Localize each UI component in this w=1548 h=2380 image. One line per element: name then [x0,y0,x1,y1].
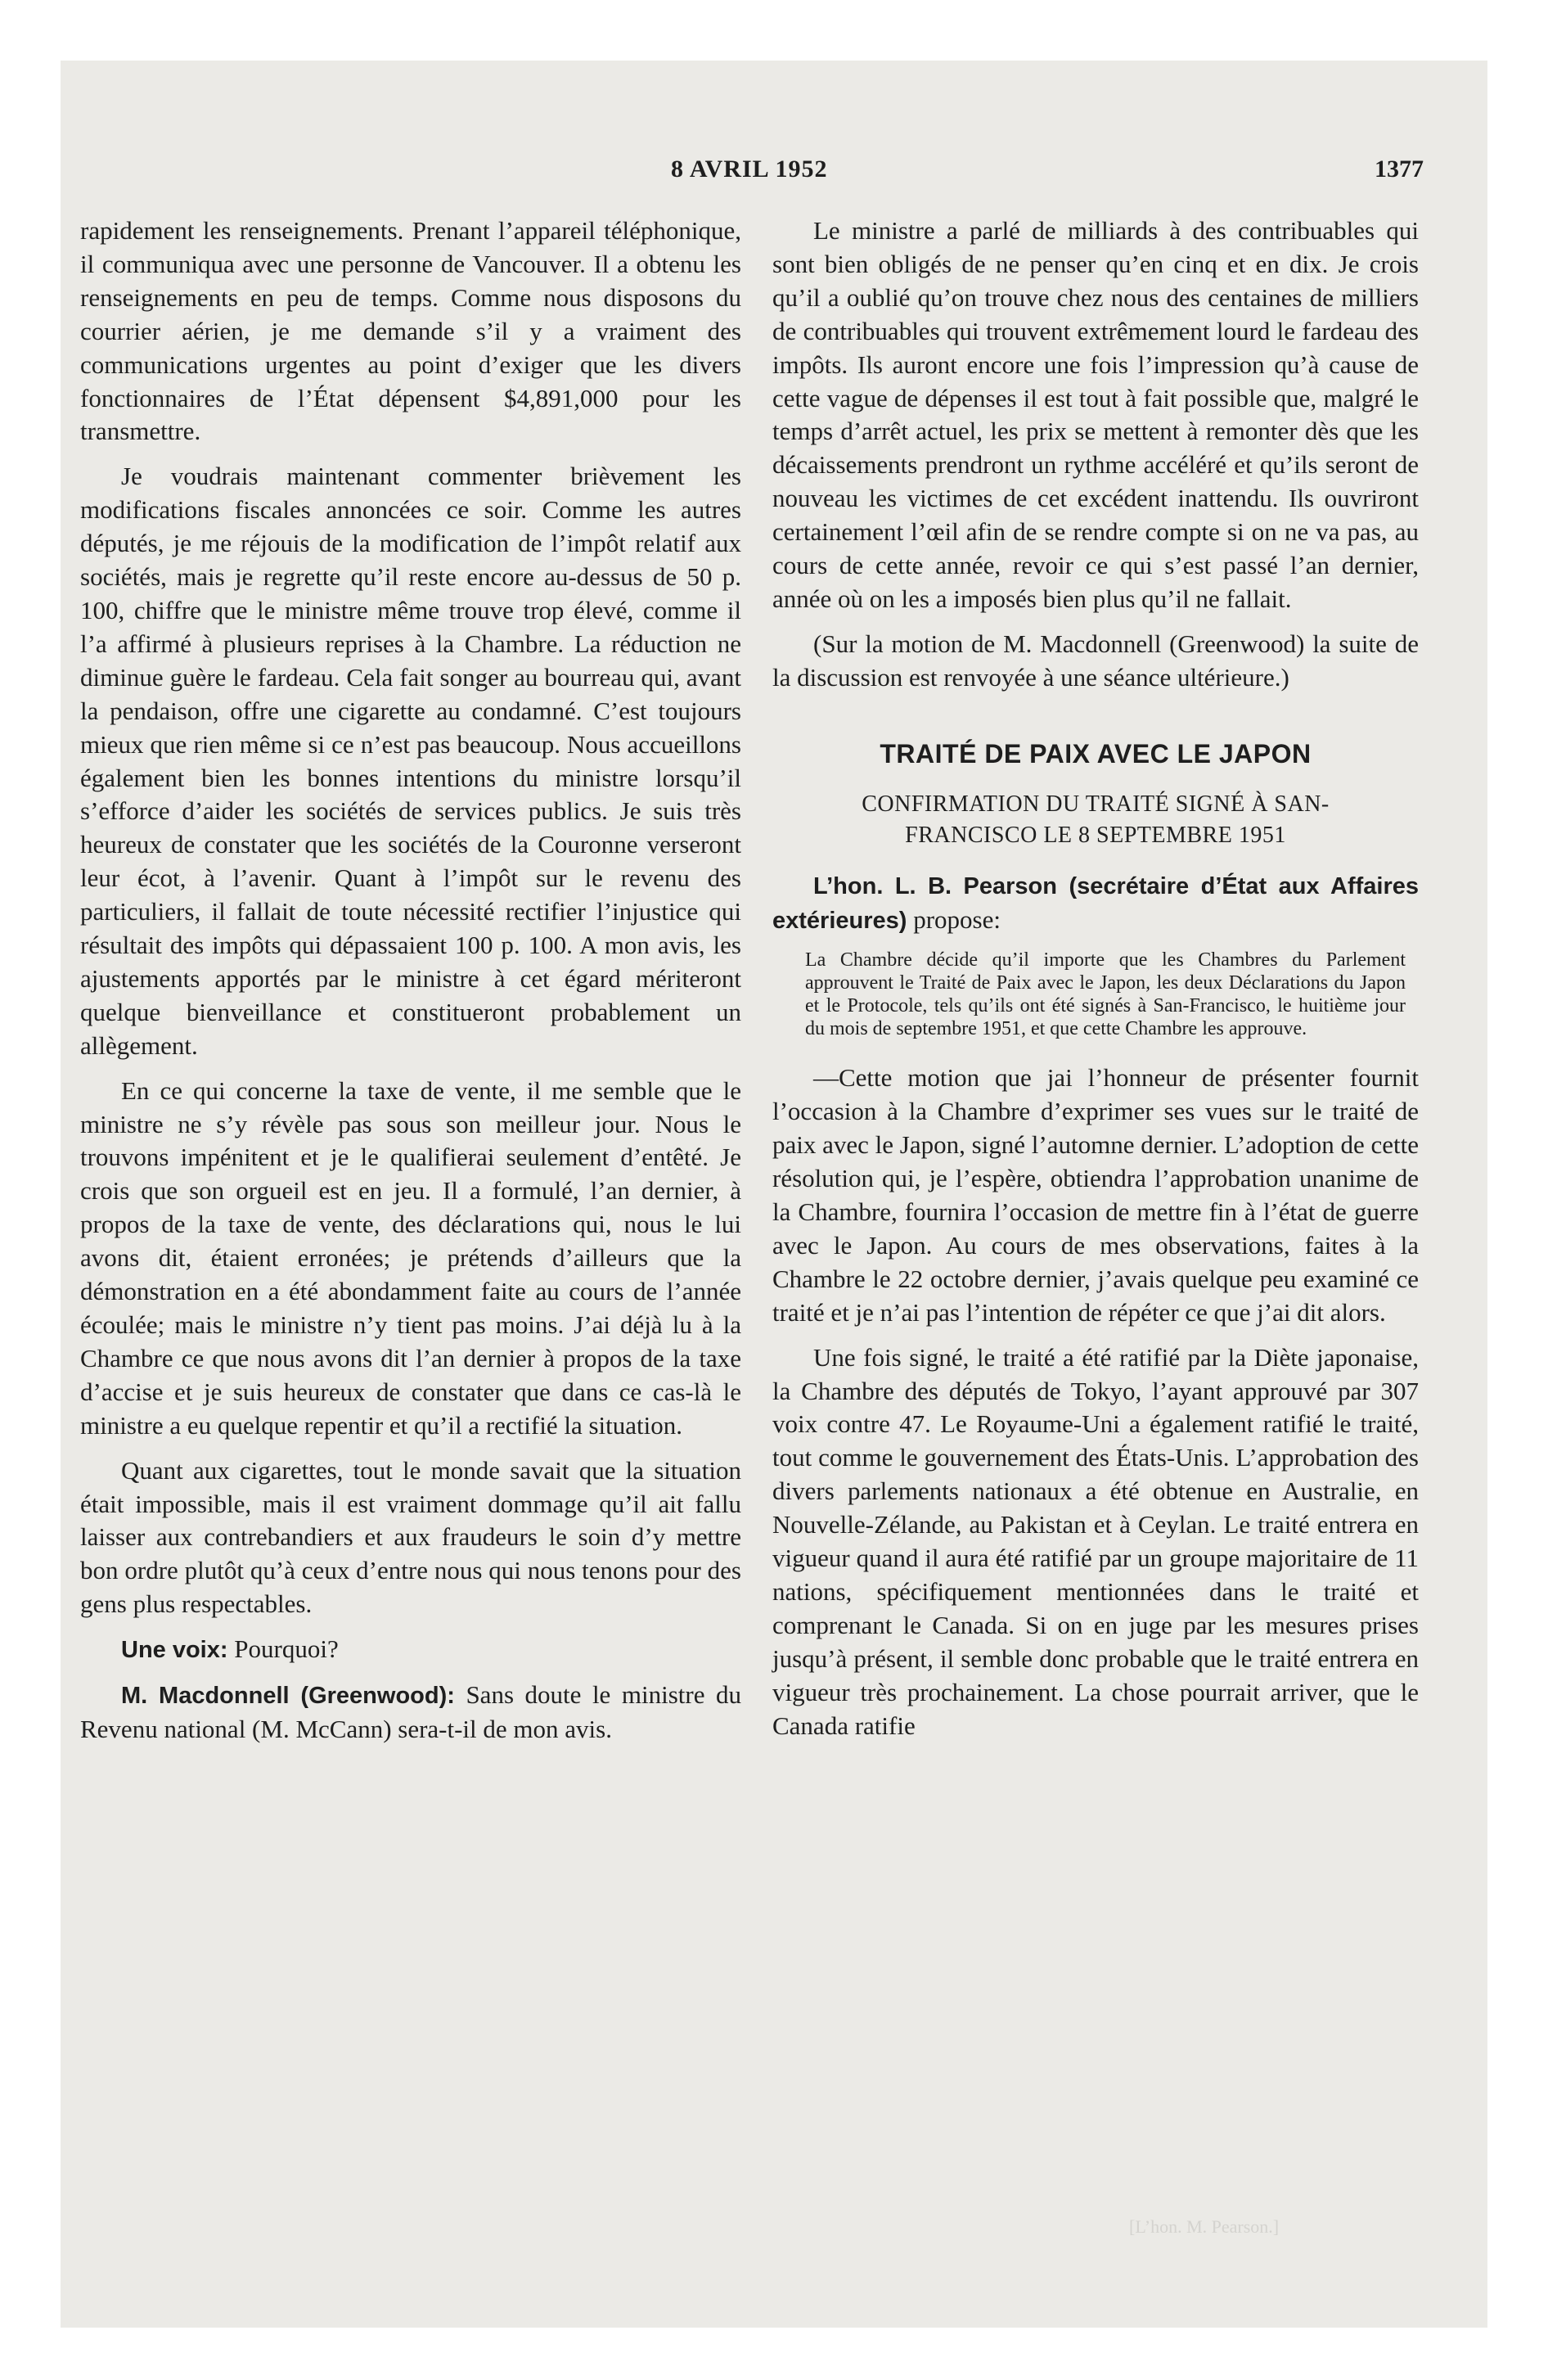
header-date: 8 AVRIL 1952 [671,156,828,183]
speaker-name: M. Macdonnell (Greenwood): [121,1683,455,1710]
left-column [80,214,741,1758]
bleed-through-footer: [L’hon. M. Pearson.] [1129,2216,1280,2237]
paragraph: rapidement les renseignements. Prenant l’appareil téléphonique, il communiqua avec une personne de Vancouver. Il a obtenu les renseignements en peu de temps. Comme nous disposons du courrier aérien, je me demande s’il y a vraiment des communications urgentes au point d’exiger que les divers fonctionnaires de l’État dépensent $4,891,000 pour les transmettre. [80,216,741,446]
speech-pearson [772,869,1419,938]
motion-text: La Chambre décide qu’il importe que les Chambres du Parlement approuvent le Traité de Paix avec le Japon, les deux Déclarations du Japon et le Protocole, tels qu’ils ont été signés à San-Francisco, le huitième jour du mois de septembre 1951, et que cette Chambre les approuve. [805,949,1406,1040]
paragraph: Le ministre a parlé de milliards à des contribuables qui sont bien obligés de ne penser qu’en cinq et en dix. Je crois qu’il a oublié qu’on trouve chez nous des centaines de milliers de contribuables qui trouvent extrêmement lourd le fardeau des impôts. Ils auront encore une fois l’impression qu’à cause de cette vague de dépenses il est tout à fait possible que, malgré le temps d’arrêt actuel, les prix se mettent à remonter dès que les décaissements prendront un rythme accéléré et qu’ils seront de nouveau les victimes de cet excédent inattendu. Ils ouvriront certainement l’œil afin de se rendre compte si on ne va pas, au cours de cette année, revoir ce qui s’est passé l’an dernier, année où on les a imposés bien plus qu’il ne fallait. [772,216,1419,613]
paragraph: Quant aux cigarettes, tout le monde savait que la situation était impossible, mais il est vraiment dommage qu’il ait fallu laisser aux contrebandiers et aux fraudeurs le soin d’y mettre bon ordre plutôt qu’à ceux d’entre nous qui nous tenons pour des gens plus respectables. [80,1455,741,1619]
speech-voice [80,1633,741,1667]
page-number: 1377 [1375,156,1424,183]
running-header [0,156,1548,188]
speech-text: propose: [907,904,1001,934]
section-title: TRAITÉ DE PAIX AVEC LE JAPON [880,738,1312,769]
speaker-name: Une voix: [121,1637,228,1664]
paragraph: —Cette motion que jai l’honneur de présenter fournit l’occasion à la Chambre d’exprimer ses vues sur le traité de paix avec le Japon, signé l’automne dernier. L’adoption de cette résolution qui, je l’espère, obtiendra l’approbation unanime de la Chambre, fournira l’occasion de mettre fin à l’état de guerre avec le Japon. Au cours de mes observations, faites à la Chambre le 22 octobre dernier, j’avais quelque peu examiné ce traité et je n’ai pas l’intention de répéter ce que j’ai dit alors. [772,1063,1419,1327]
paragraph: (Sur la motion de M. Macdonnell (Greenwood) la suite de la discussion est renvoyée à une séance ultérieure.) [772,629,1419,692]
right-column [772,214,1419,1755]
speaker-name: L’hon. L. B. Pearson (secrétaire d’État aux Affaires extérieures) [772,872,1419,934]
speech-text: Sans doute le ministre du Revenu national (M. McCann) sera-t-il de mon avis. [80,1680,741,1743]
paragraph: Je voudrais maintenant commenter brièvement les modifications fiscales annoncées ce soir. Comme les autres députés, je me réjouis de la modification de l’impôt relatif aux sociétés, mais je regrette qu’il reste encore au-dessus de 50 p. 100, chiffre que le ministre même trouve trop élevé, comme il l’a affirmé à plusieurs reprises à la Chambre. La réduction ne diminue guère le fardeau. Cela fait songer au bourreau qui, avant la pendaison, offre une cigarette au condamné. C’est toujours mieux que rien même si ce n’est pas beaucoup. Nous accueillons également bien les bonnes intentions du ministre lorsqu’il s’efforce d’aider les sociétés de services publics. Je suis très heureux de constater que les sociétés de la Couronne verseront leur écot, à l’avenir. Quant à l’impôt sur le revenu des particuliers, il fallait de toute nécessité rectifier l’injustice qui résultait des impôts qui dépassaient 100 p. 100. A mon avis, les ajustements apportés par le ministre à cet égard mériteront quelque bienveillance et constitueront probablement un allègement. [80,462,741,1060]
speech-text: Pourquoi? [227,1634,339,1664]
paragraph: En ce qui concerne la taxe de vente, il me semble que le ministre ne s’y révèle pas sous son meilleur jour. Nous le trouvons impénitent et je le qualifierai seulement d’entêté. Je crois que son orgueil est en jeu. Il a formulé, l’an dernier, à propos de la taxe de vente, des déclarations qui, nous le lui avons dit, étaient erronées; je prétends d’ailleurs que la démonstration en a été abondamment faite au cours de l’année écoulée; mais le ministre n’y tient pas moins. J’ai déjà lu à la Chambre ce que nous avons dit l’an dernier à propos de la taxe d’accise et je suis heureux de constater que dans ce cas-là le ministre a eu quelque repentir et qu’il a rectifié la situation. [80,1075,741,1440]
section-subtitle: CONFIRMATION DU TRAITÉ SIGNÉ À SAN-FRANCISCO LE 8 SEPTEMBRE 1951 [862,791,1330,848]
paragraph: Une fois signé, le traité a été ratifié par la Diète japonaise, la Chambre des députés de Tokyo, l’ayant approuvé par 307 voix contre 47. Le Royaume-Uni a également ratifié le traité, tout comme le gouvernement des États-Unis. L’approbation des divers parlements nationaux a été obtenue en Australie, en Nouvelle-Zélande, au Pakistan et à Ceylan. Le traité entrera en vigueur quand il aura été ratifié par un groupe majoritaire de 11 nations, spécifiquement mentionnées dans le traité et comprenant le Canada. Si on en juge par les mesures prises jusqu’à présent, il semble donc probable que le traité entrera en vigueur très prochainement. La chose pourrait arriver, que le Canada ratifie [772,1342,1419,1740]
speech-macdonnell [80,1679,741,1747]
